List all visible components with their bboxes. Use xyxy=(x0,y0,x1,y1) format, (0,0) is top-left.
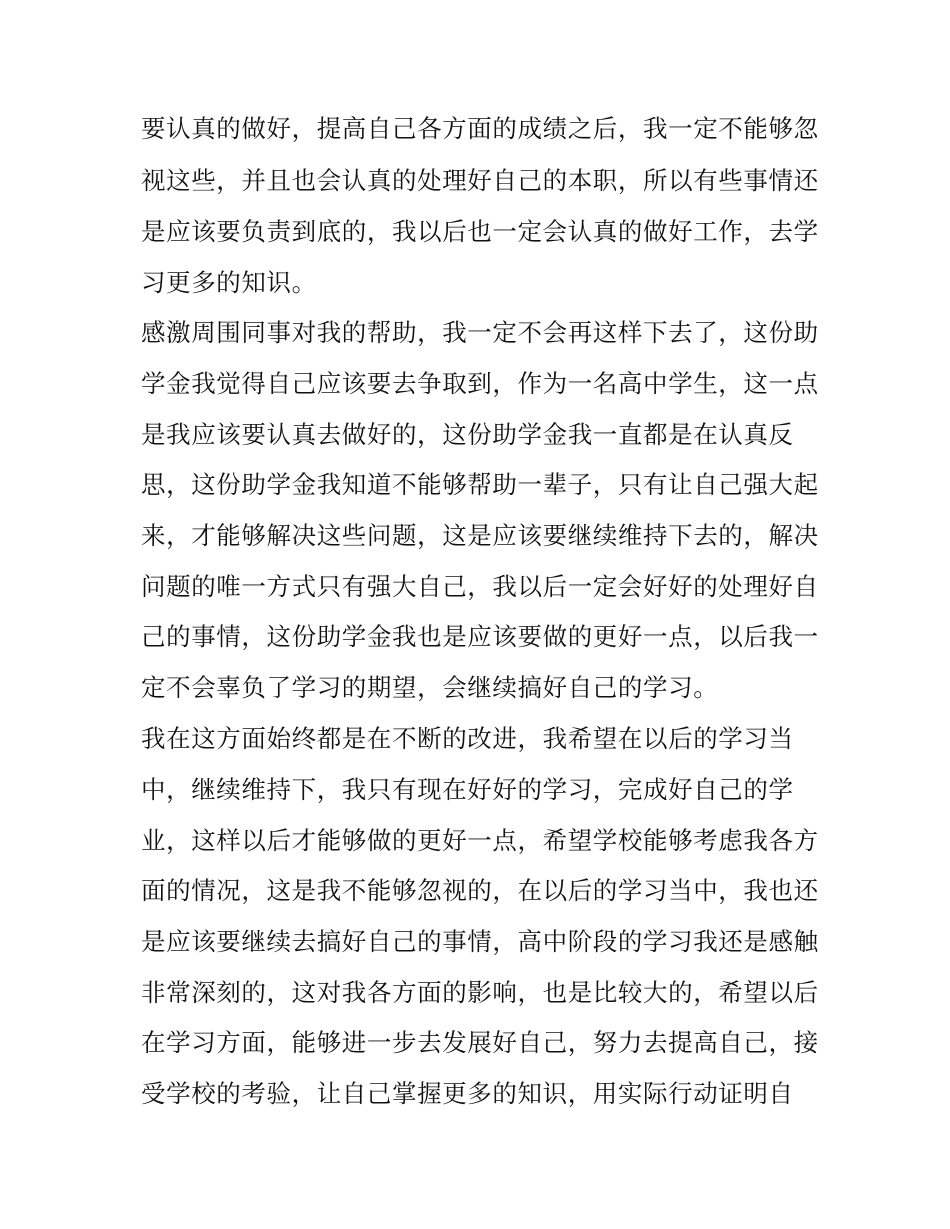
text-line: 定不会辜负了学习的期望，会继续搞好自己的学习。 xyxy=(141,673,719,702)
text-line: 是我应该要认真去做好的，这份助学金我一直都是在认真反 xyxy=(141,420,794,449)
text-line: 面的情况，这是我不能够忽视的，在以后的学习当中，我也还 xyxy=(141,876,819,905)
text-line: 感激周围同事对我的帮助，我一定不会再这样下去了，这份助 xyxy=(141,318,819,347)
text-line: 我在这方面始终都是在不断的改进，我希望在以后的学习当 xyxy=(141,724,794,753)
text-line: 要认真的做好，提高自己各方面的成绩之后，我一定不能够忽 xyxy=(141,114,819,143)
text-line: 学金我觉得自己应该要去争取到，作为一名高中学生，这一点 xyxy=(141,369,819,398)
text-line: 在学习方面，能够进一步去发展好自己，努力去提高自己，接 xyxy=(141,1028,819,1057)
text-line: 思，这份助学金我知道不能够帮助一辈子，只有让自己强大起 xyxy=(141,470,819,499)
text-line: 中，继续维持下，我只有现在好好的学习，完成好自己的学 xyxy=(141,775,794,804)
text-line: 业，这样以后才能够做的更好一点，希望学校能够考虑我各方 xyxy=(141,826,819,855)
text-line: 视这些，并且也会认真的处理好自己的本职，所以有些事情还 xyxy=(141,166,819,195)
text-line: 是应该要继续去搞好自己的事情，高中阶段的学习我还是感触 xyxy=(141,927,819,956)
text-line: 是应该要负责到底的，我以后也一定会认真的做好工作，去学 xyxy=(141,217,819,246)
text-line: 非常深刻的，这对我各方面的影响，也是比较大的，希望以后 xyxy=(141,978,819,1007)
text-line: 习更多的知识。 xyxy=(141,268,317,297)
text-line: 问题的唯一方式只有强大自己，我以后一定会好好的处理好自 xyxy=(141,572,819,601)
text-line: 己的事情，这份助学金我也是应该要做的更好一点，以后我一 xyxy=(141,622,819,651)
text-line: 来，才能够解决这些问题，这是应该要继续维持下去的，解决 xyxy=(141,521,819,550)
text-line: 受学校的考验，让自己掌握更多的知识，用实际行动证明自 xyxy=(141,1079,794,1108)
